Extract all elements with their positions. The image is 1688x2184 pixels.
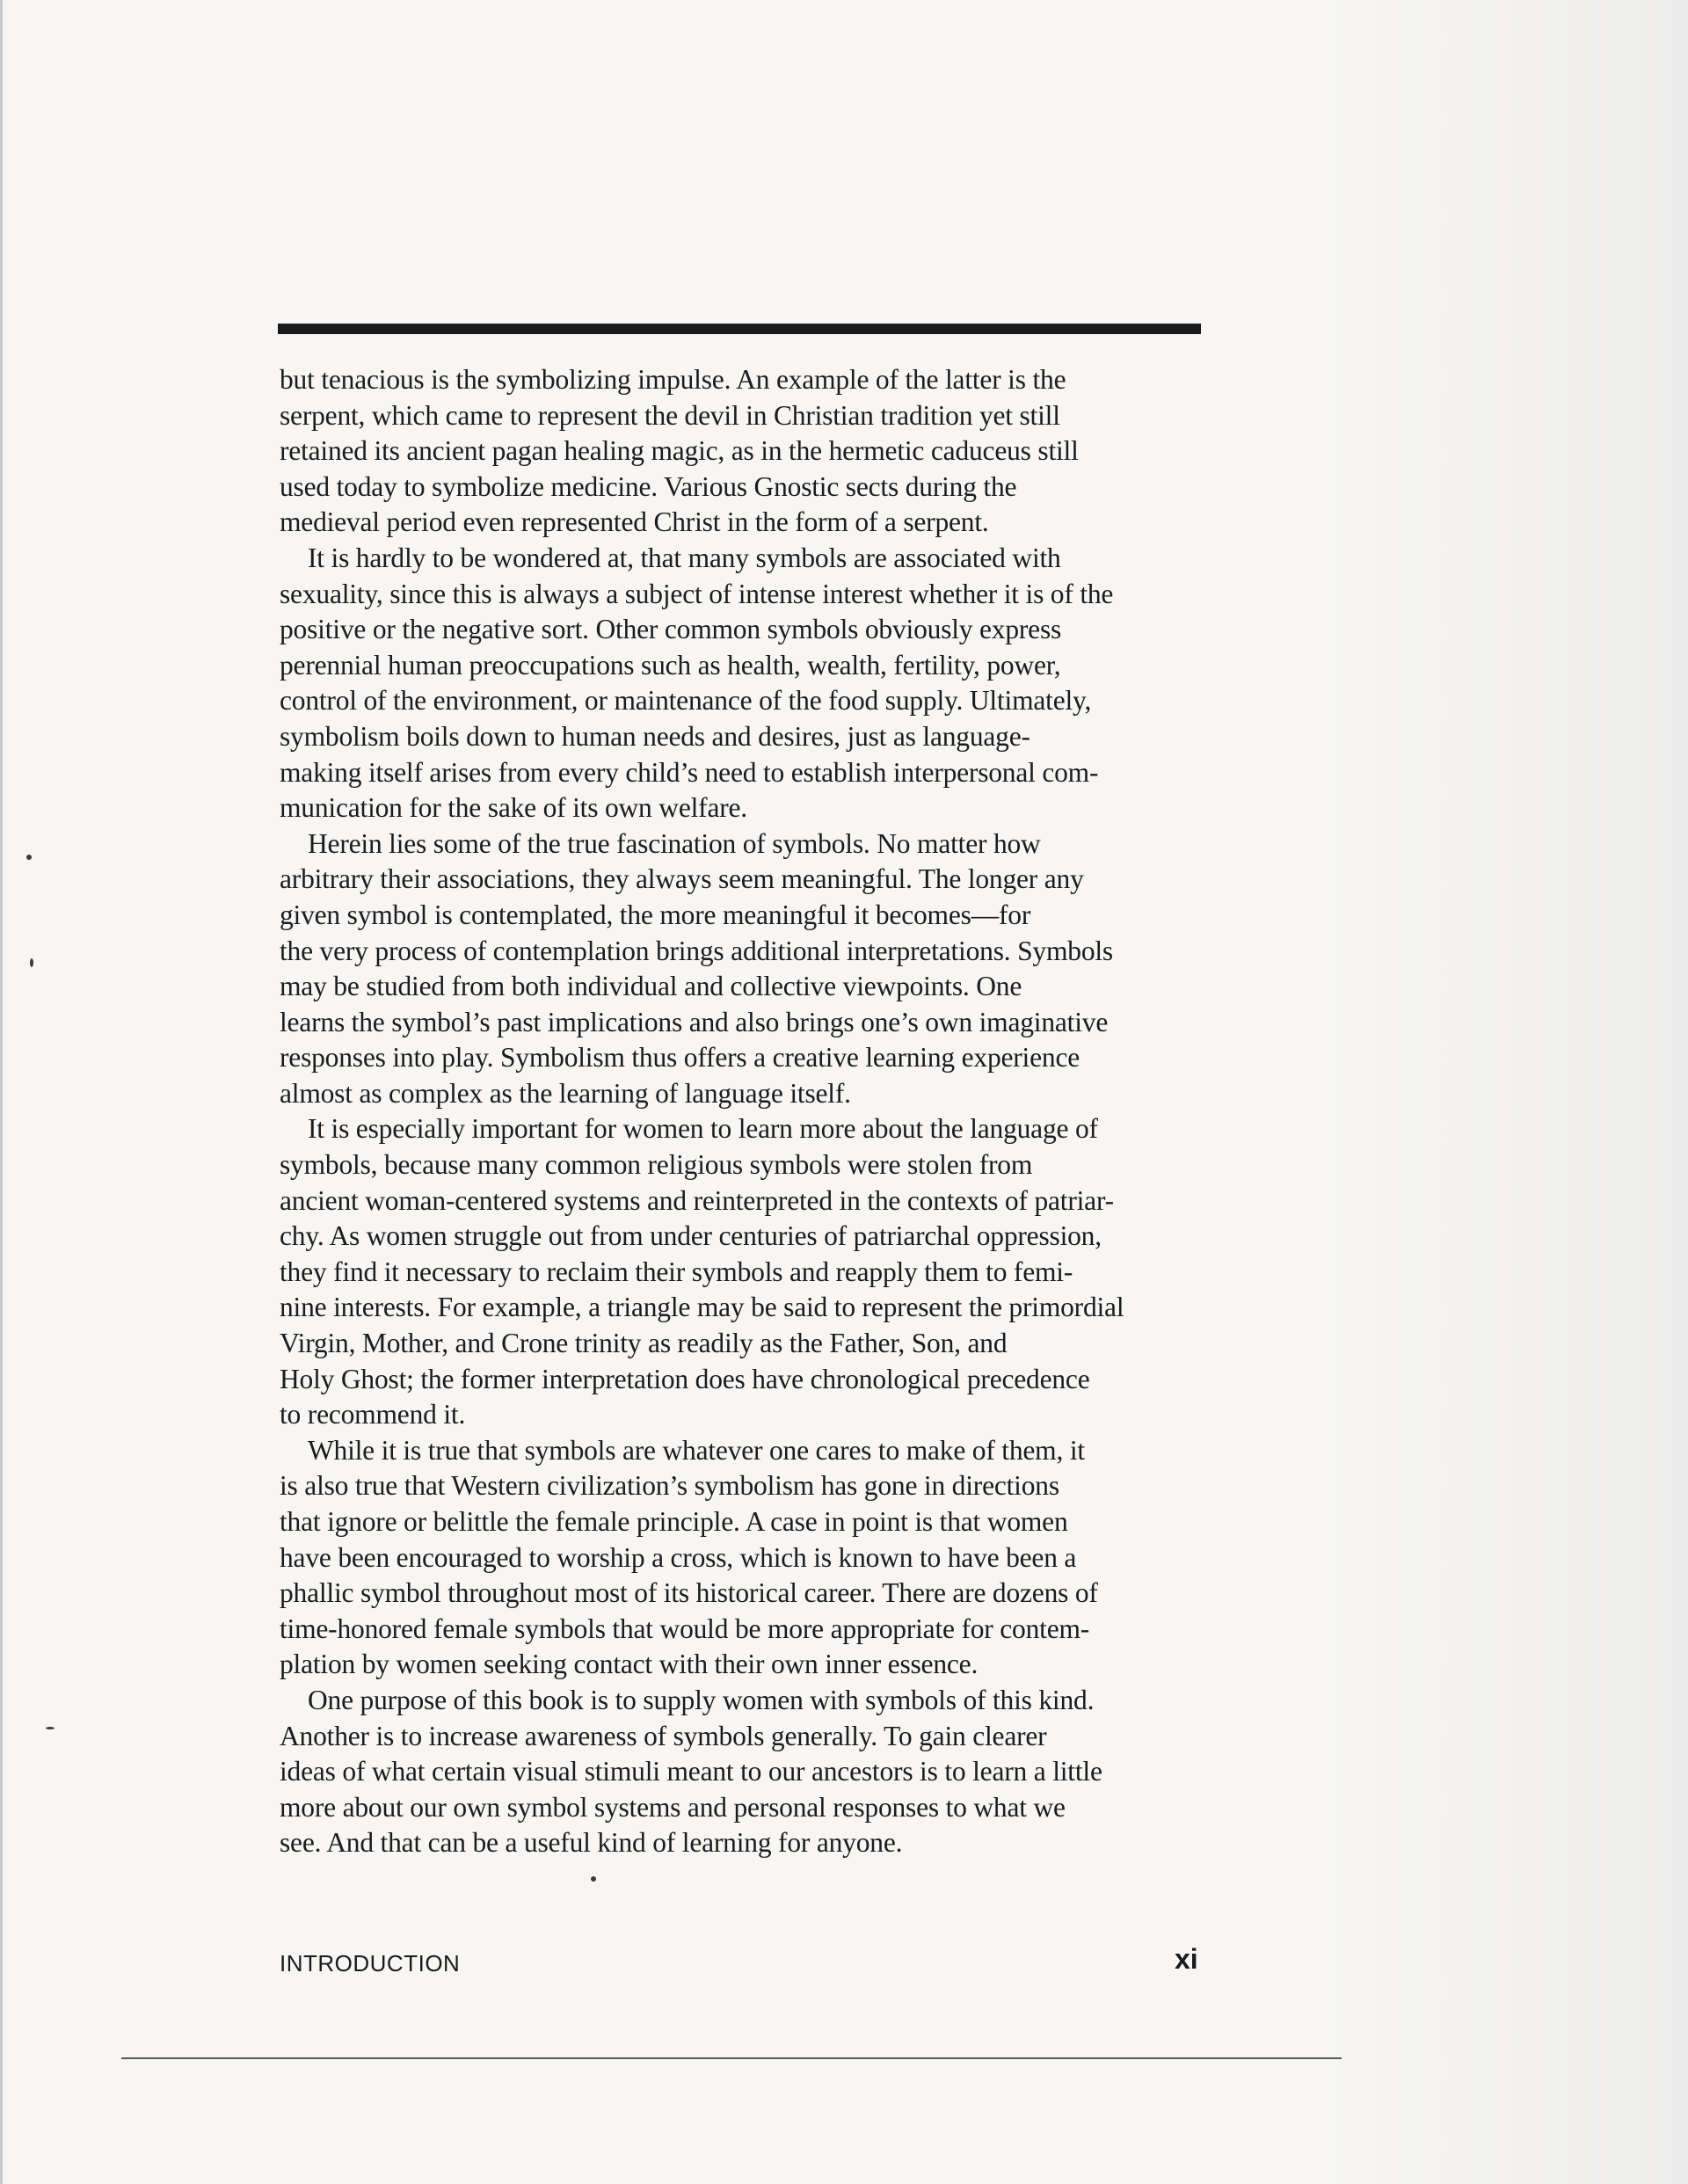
paragraph-3: Herein lies some of the true fascination of symbols. No matter how arbitrary their associations, they always seem meaningful. The longer any given symbol is contemplated, the more meaningful it becomes—for the very process of contemplation brings additional interpretations. Symbols may be studied from both individual and collective viewpoints. One learns the symbol’s past implications and also brings one’s own imaginative responses into play. Symbolism thus offers a creative learning experience almost as complex as the learning of language itself. (280, 827, 1113, 1109)
body-text (280, 362, 1204, 1861)
scan-edge (0, 0, 3, 2184)
page-number: xi (1175, 1943, 1198, 1975)
scan-bottom-rule (121, 2057, 1342, 2059)
paragraph-6: One purpose of this book is to supply women with symbols of this kind. Another is to increase awareness of symbols generally. To gain clearer ideas of what certain visual stimuli meant to our ancestors is to learn a little more about our own symbol systems and personal responses to what we see. And that can be a useful kind of learning for anyone. (280, 1684, 1102, 1859)
scan-speck (26, 855, 32, 860)
scan-shadow (1319, 0, 1688, 2184)
paragraph-4: It is especially important for women to learn more about the language of symbols, because many common religious symbols were stolen from ancient woman-centered systems and reinterpreted in the contexts of patriar- chy. As women struggle out from under centuries of patriarchal oppression, they find it necessary to reclaim their symbols and reapply them to femi- nine interests. For example, a triangle may be said to represent the primordial Virgin, Mother, and Crone trinity as readily as the Father, Son, and Holy Ghost; the former interpretation does have chronological precedence to recommend it. (280, 1113, 1124, 1431)
paragraph-2: It is hardly to be wondered at, that many symbols are associated with sexuality, since this is always a subject of intense interest whether it is of the positive or the negative sort. Other common symbols obviously express perennial human preoccupations such as health, wealth, fertility, power, control of the environment, or maintenance of the food supply. Ultimately, symbolism boils down to human needs and desires, just as language- making itself arises from every child’s need to establish interpersonal com- munication for the sake of its own welfare. (280, 542, 1114, 824)
paragraph-1: but tenacious is the symbolizing impulse. An example of the latter is the serpent, which came to represent the devil in Christian tradition yet still retained its ancient pagan healing magic, as in the hermetic caduceus still used today to symbolize medicine. Various Gnostic sects during the medieval period even represented Christ in the form of a serpent. (280, 364, 1079, 538)
scan-speck (46, 1727, 55, 1729)
header-rule (278, 324, 1201, 334)
paragraph-5: While it is true that symbols are whatever one cares to make of them, it is also true that Western civilization’s symbolism has gone in directions that ignore or belittle the female principle. A case in point is that women have been encouraged to worship a cross, which is known to have been a phallic symbol throughout most of its historical career. There are dozens of time-honored female symbols that would be more appropriate for contem- plation by women seeking contact with their own inner essence. (280, 1434, 1098, 1680)
scan-speck (30, 958, 33, 967)
running-footer-section: INTRODUCTION (280, 1950, 461, 1977)
scan-speck (591, 1876, 596, 1882)
